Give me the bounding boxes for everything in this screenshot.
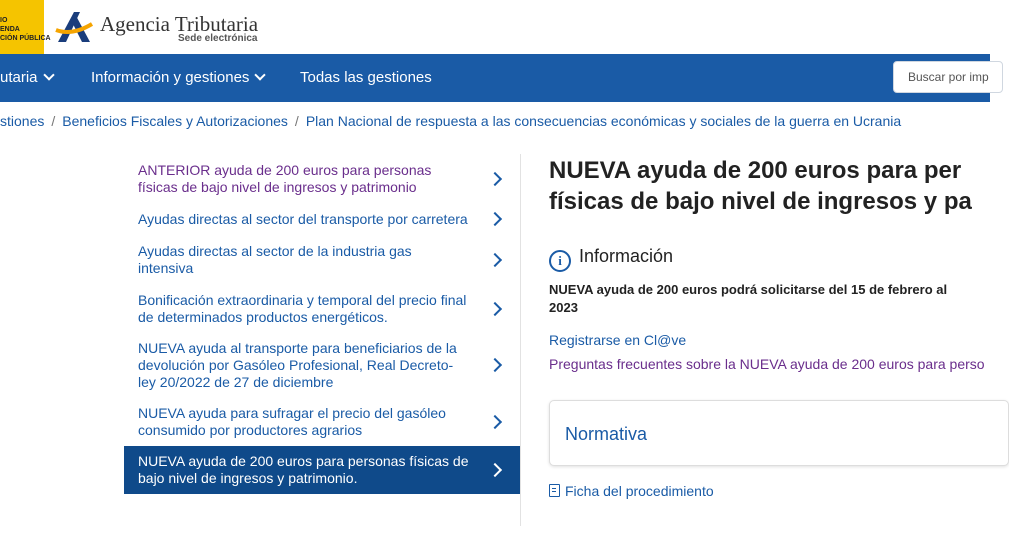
sidebar-item-line: físicas de bajo nivel de ingresos y patrimonio	[138, 178, 417, 195]
breadcrumb-separator: /	[294, 113, 299, 129]
sidebar-item-label	[138, 292, 466, 326]
breadcrumb-separator: /	[51, 113, 56, 129]
sidebar-item-line: NUEVA ayuda al transporte para beneficiarios de la	[138, 339, 457, 356]
site-header	[0, 0, 990, 54]
info-text	[549, 281, 947, 317]
sidebar-item-industria-gas[interactable]	[124, 235, 520, 284]
sidebar-item-label	[138, 340, 457, 391]
normativa-label: Normativa	[565, 424, 648, 444]
nav-item-label: Todas las gestiones	[300, 69, 432, 86]
page-title-line: físicas de bajo nivel de ingresos y pa	[549, 188, 972, 215]
sidebar-item-bonificacion[interactable]	[124, 284, 520, 333]
chevron-right-icon	[488, 212, 502, 226]
gov-logo-line: IO	[0, 17, 8, 24]
breadcrumb-item[interactable]: stiones	[0, 113, 45, 129]
sidebar-item-line: consumido por productores agrarios	[138, 421, 363, 438]
agencia-tributaria-logo-icon[interactable]	[54, 6, 94, 46]
info-text-line: 2023	[549, 300, 578, 315]
chevron-down-icon	[43, 69, 54, 80]
sidebar-item-label	[138, 211, 468, 228]
chevron-right-icon	[488, 463, 502, 477]
chevron-right-icon	[488, 252, 502, 266]
sidebar-item-label	[138, 243, 412, 277]
sidebar-item-label	[138, 453, 469, 487]
search-input[interactable]: Buscar por imp	[893, 61, 1003, 93]
nav-item-label: utaria	[0, 69, 38, 86]
nav-item-tributaria[interactable]	[0, 69, 53, 87]
ficha-procedimiento-link[interactable]	[549, 482, 714, 500]
sidebar-item-label	[138, 405, 446, 439]
sidebar-item-anterior-ayuda[interactable]	[124, 154, 520, 203]
nav-item-todas-gestiones[interactable]	[300, 69, 432, 87]
sidebar-item-label	[138, 162, 431, 196]
document-icon	[549, 484, 560, 497]
nav-item-informacion-gestiones[interactable]	[91, 69, 264, 87]
sidebar-item-productores-agrarios[interactable]	[124, 397, 520, 446]
info-text-line: NUEVA ayuda de 200 euros podrá solicitarse del 15 de febrero al	[549, 282, 948, 297]
chevron-right-icon	[488, 301, 502, 315]
breadcrumb-item[interactable]: Beneficios Fiscales y Autorizaciones	[62, 113, 288, 129]
sidebar-item-line: Ayudas directas al sector de la industria gas	[138, 242, 412, 259]
chevron-down-icon	[255, 69, 266, 80]
brand-title[interactable]: Agencia Tributaria	[100, 12, 259, 36]
chevron-right-icon	[488, 414, 502, 428]
sidebar-item-line: Ayudas directas al sector del transporte por carretera	[138, 210, 468, 227]
sidebar-item-line: ley 20/2022 de 27 de diciembre	[138, 373, 334, 390]
gov-logo-line: ENDA	[0, 26, 20, 33]
breadcrumb	[0, 112, 901, 130]
chevron-right-icon	[488, 358, 502, 372]
info-heading-label: Información	[579, 246, 674, 266]
info-section-heading	[549, 245, 673, 272]
breadcrumb-item[interactable]: Plan Nacional de respuesta a las consecuencias económicas y sociales de la guerra en Ucrania	[305, 113, 902, 129]
sidebar-item-line: de determinados productos energéticos.	[138, 308, 388, 325]
sidebar-item-line: devolución por Gasóleo Profesional, Real Decreto-	[138, 356, 454, 373]
column-divider	[520, 154, 521, 526]
page-title-line: NUEVA ayuda de 200 euros para per	[549, 157, 962, 184]
sidebar-item-line: ANTERIOR ayuda de 200 euros para personas	[138, 161, 432, 178]
sidebar-item-gasoleo-profesional[interactable]	[124, 333, 520, 397]
sidebar-item-line: intensiva	[138, 259, 194, 276]
sidebar-item-line: NUEVA ayuda para sufragar el precio del gasóleo	[138, 404, 446, 421]
info-icon: i	[549, 250, 571, 272]
sidebar-item-line: NUEVA ayuda de 200 euros para personas físicas de	[138, 453, 469, 469]
sidebar-item-line: bajo nivel de ingresos y patrimonio.	[138, 470, 358, 486]
sidebar-item-transporte-carretera[interactable]	[124, 203, 520, 235]
chevron-right-icon	[488, 171, 502, 185]
sidebar-menu	[124, 154, 520, 494]
ficha-label: Ficha del procedimiento	[565, 483, 714, 499]
brand-subtitle: Sede electrónica	[178, 33, 258, 44]
nav-item-label: Información y gestiones	[91, 69, 250, 86]
faq-link[interactable]: Preguntas frecuentes sobre la NUEVA ayuda de 200 euros para perso	[549, 356, 985, 372]
page-title	[549, 155, 972, 217]
main-navigation	[0, 54, 990, 102]
sidebar-item-nueva-ayuda-200[interactable]	[124, 446, 520, 494]
register-clave-link[interactable]: Registrarse en Cl@ve	[549, 332, 687, 348]
sidebar-item-line: Bonificación extraordinaria y temporal del precio final	[138, 291, 467, 308]
gov-logo-line: CIÓN PÚBLICA	[0, 35, 51, 42]
normativa-accordion[interactable]	[549, 400, 1009, 466]
government-logo[interactable]	[0, 0, 51, 54]
